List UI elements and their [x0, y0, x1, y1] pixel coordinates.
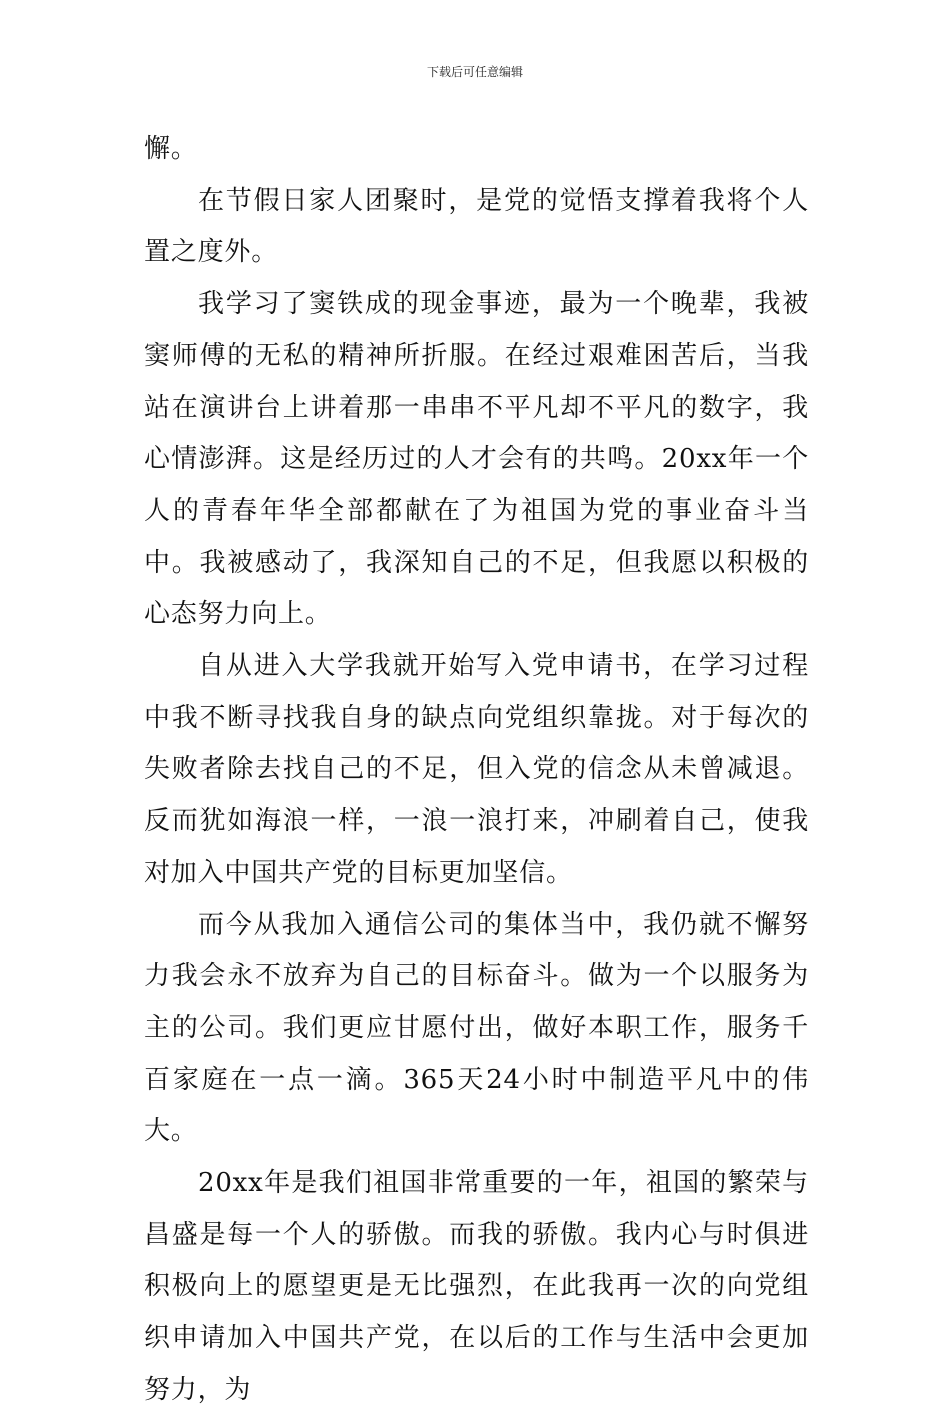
document-body: [144, 124, 809, 1417]
page-header: 下载后可任意编辑: [426, 65, 523, 79]
paragraph-holiday: 在节假日家人团聚时，是党的觉悟支撑着我将个人置之度外。: [144, 185, 809, 268]
paragraph-application: 20xx年是我们祖国非常重要的一年，祖国的繁荣与昌盛是每一个人的骄傲。而我的骄傲。我内心与时俱进积极向上的愿望更是无比强烈，在此我再一次的向党组织申请加入中国共产党，在以后的工作与生活中会更加努力，为: [144, 1168, 809, 1405]
paragraph-university: 自从进入大学我就开始写入党申请书，在学习过程中我不断寻找我自身的缺点向党组织靠拢。对于每次的失败者除去找自己的不足，但入党的信念从未曾减退。反而犹如海浪一样，一浪一浪打来，冲刷着自己，使我对加入中国共产党的目标更加坚信。: [144, 651, 809, 888]
paragraph-company: 而今从我加入通信公司的集体当中，我仍就不懈努力我会永不放弃为自己的目标奋斗。做为一个以服务为主的公司。我们更应甘愿付出，做好本职工作，服务千百家庭在一点一滴。365天24小时中制造平凡中的伟大。: [144, 909, 809, 1147]
paragraph-role-model: 我学习了窦铁成的现金事迹，最为一个晚辈，我被窦师傅的无私的精神所折服。在经过艰难困苦后，当我站在演讲台上讲着那一串串不平凡却不平凡的数字，我心情澎湃。这是经历过的人才会有的共鸣。20xx年一个人的青春年华全部都献在了为祖国为党的事业奋斗当中。我被感动了，我深知自己的不足，但我愿以积极的心态努力向上。: [144, 289, 809, 630]
paragraph-continuation: 懈。: [144, 134, 198, 164]
